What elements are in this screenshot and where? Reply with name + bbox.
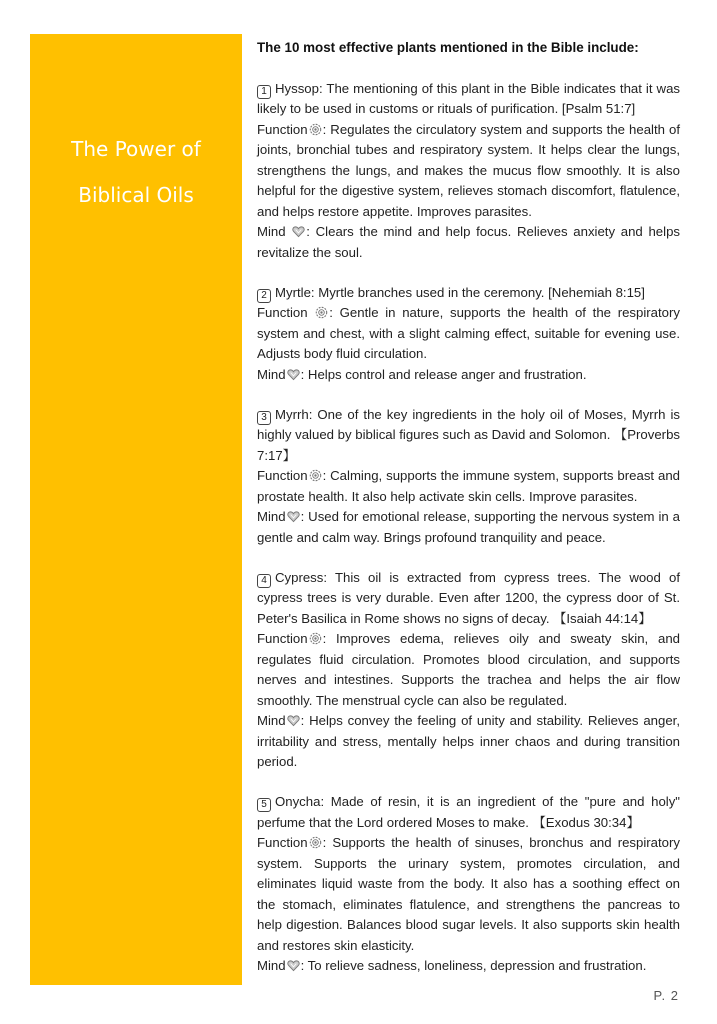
plant-intro xyxy=(257,405,680,467)
plant-intro xyxy=(257,792,680,833)
plant-entry xyxy=(257,283,680,386)
gear-icon xyxy=(309,632,322,645)
mind-label: Mind xyxy=(257,509,286,524)
heart-icon xyxy=(287,714,300,727)
function-label: Function xyxy=(257,835,308,850)
plant-entry xyxy=(257,405,680,549)
function-text: : Supports the health of sinuses, bronchus and respiratory system. Supports the urinary system, promotes circulation, and eliminates liquid waste from the body. It also has a soothing effect on the stomach, eliminates flatulence, and strengthens the pancreas to help digestion. Balances blood sugar levels. It also supports skin health and restores skin elasticity. xyxy=(257,835,680,953)
plant-intro-text: Cypress: This oil is extracted from cypress trees. The wood of cypress trees is very durable. Even after 1200, the cypress door of St. Peter's Basilica in Rome shows no signs of decay. 【Isaiah 44:14】 xyxy=(257,569,680,626)
plant-entry xyxy=(257,792,680,977)
function-line xyxy=(257,629,680,711)
mind-text: : Used for emotional release, supporting the nervous system in a gentle and calm way. Brings profound tranquility and peace. xyxy=(257,509,680,545)
heart-icon xyxy=(287,510,300,523)
main-content xyxy=(257,38,680,996)
document-title xyxy=(30,126,242,218)
gear-icon xyxy=(309,123,322,136)
boxed-number-icon: 4 xyxy=(257,574,271,588)
function-text: : Regulates the circulatory system and supports the health of joints, bronchial tubes and respiratory system. It helps clear the lungs, strengthens the lungs, and makes the mucus flow smoothly. It is also helpful for the digestive system, relieves stomach discomfort, flatulence, and helps restore appetite. Improves parasites. xyxy=(257,121,680,219)
title-line-1: The Power of xyxy=(71,137,201,161)
boxed-number-icon: 1 xyxy=(257,85,271,99)
section-heading: The 10 most effective plants mentioned in the Bible include: xyxy=(257,40,639,55)
heart-icon xyxy=(287,959,300,972)
gear-icon xyxy=(309,836,322,849)
function-label: Function xyxy=(257,305,315,320)
function-line xyxy=(257,303,680,365)
function-text: : Calming, supports the immune system, supports breast and prostate health. It also help activate skin cells. Improve parasites. xyxy=(257,468,680,504)
plant-intro-text: Myrrh: One of the key ingredients in the holy oil of Moses, Myrrh is highly valued by biblical figures such as David and Solomon. 【Proverbs 7:17】 xyxy=(257,406,680,463)
mind-line xyxy=(257,956,680,977)
gear-icon xyxy=(315,306,328,319)
mind-line xyxy=(257,222,680,263)
mind-text: : Helps control and release anger and frustration. xyxy=(300,366,587,382)
sidebar-panel xyxy=(30,34,242,985)
plant-list xyxy=(257,79,680,977)
boxed-number-icon: 5 xyxy=(257,798,271,812)
mind-label: Mind xyxy=(257,713,286,728)
plant-intro-text: Myrtle: Myrtle branches used in the ceremony. [Nehemiah 8:15] xyxy=(275,284,645,300)
boxed-number-icon: 3 xyxy=(257,411,271,425)
page-number: P. 2 xyxy=(653,988,679,1003)
title-line-2: Biblical Oils xyxy=(78,183,194,207)
plant-intro xyxy=(257,568,680,630)
mind-line xyxy=(257,507,680,548)
heart-icon xyxy=(287,368,300,381)
function-label: Function xyxy=(257,631,308,646)
heart-icon xyxy=(292,225,305,238)
plant-intro xyxy=(257,79,680,120)
function-text: : Improves edema, relieves oily and sweaty skin, and regulates fluid circulation. Promotes blood circulation, and supports nerves and intestines. Supports the trachea and helps the air flow smoothly. The menstrual cycle can also be regulated. xyxy=(257,631,680,708)
mind-label: Mind xyxy=(257,958,286,973)
plant-intro-text: Onycha: Made of resin, it is an ingredient of the "pure and holy" perfume that the Lord ordered Moses to make. 【Exodus 30:34】 xyxy=(257,794,680,830)
mind-line xyxy=(257,365,680,386)
mind-text: : To relieve sadness, loneliness, depression and frustration. xyxy=(300,958,647,973)
function-line xyxy=(257,833,680,956)
mind-text: : Helps convey the feeling of unity and stability. Relieves anger, irritability and stress, mentally helps inner chaos and during transition period. xyxy=(257,713,680,769)
plant-entry xyxy=(257,79,680,264)
plant-entry xyxy=(257,568,680,773)
mind-label: Mind xyxy=(257,224,292,239)
mind-label: Mind xyxy=(257,366,286,382)
function-label: Function xyxy=(257,121,308,137)
plant-intro-text: Hyssop: The mentioning of this plant in the Bible indicates that it was likely to be used in customs or rituals of purification. [Psalm 51:7] xyxy=(257,80,680,116)
function-line xyxy=(257,466,680,507)
plant-intro xyxy=(257,283,680,304)
function-label: Function xyxy=(257,468,308,483)
mind-text: : Clears the mind and help focus. Relieves anxiety and helps revitalize the soul. xyxy=(257,224,680,260)
function-text: : Gentle in nature, supports the health of the respiratory system and chest, with a slight calming effect, suitable for evening use. Adjusts body fluid circulation. xyxy=(257,305,680,361)
mind-line xyxy=(257,711,680,773)
gear-icon xyxy=(309,469,322,482)
boxed-number-icon: 2 xyxy=(257,289,271,303)
function-line xyxy=(257,120,680,223)
